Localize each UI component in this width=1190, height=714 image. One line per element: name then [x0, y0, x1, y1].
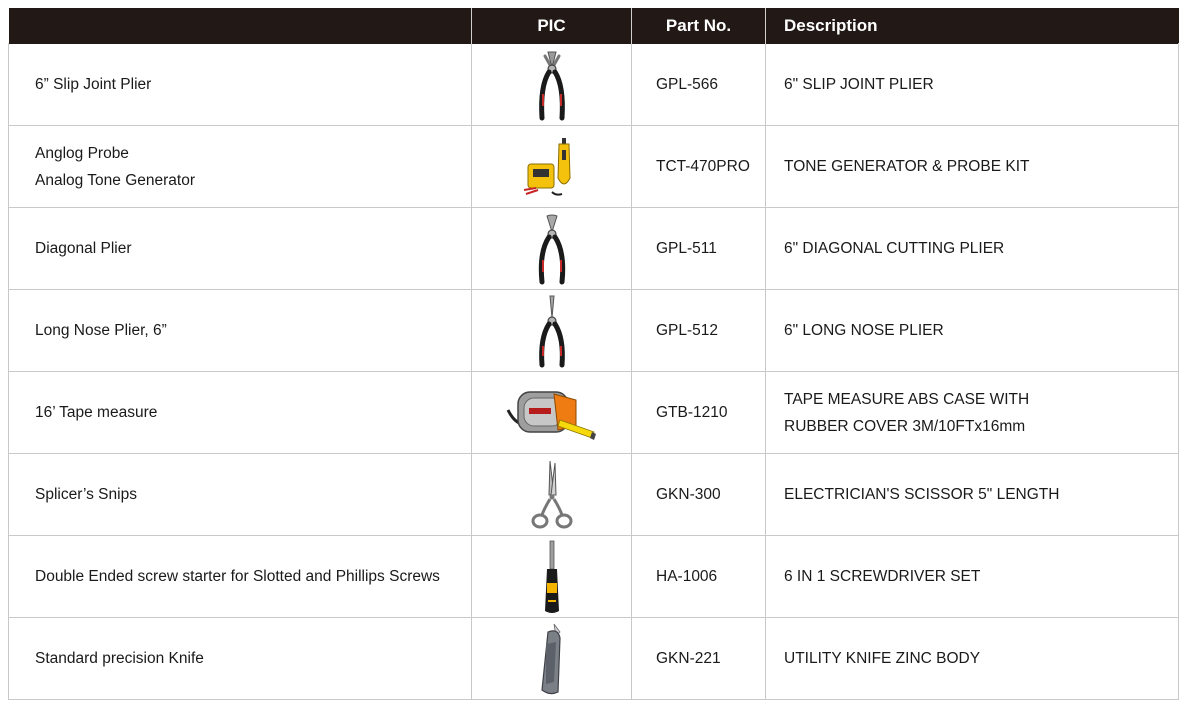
- item-pic-cell: [472, 44, 632, 126]
- header-item: [9, 8, 472, 44]
- part-number: GTB-1210: [632, 372, 766, 454]
- item-name-cell: [9, 208, 472, 290]
- item-name: Standard precision Knife: [35, 650, 204, 667]
- item-description-cell: [766, 208, 1179, 290]
- part-number: GPL-512: [632, 290, 766, 372]
- item-pic-cell: [472, 618, 632, 700]
- table-row: [9, 536, 1179, 618]
- tone-probe-kit-icon: [522, 134, 582, 200]
- utility-knife-icon: [534, 622, 570, 696]
- item-description-line-2: RUBBER COVER 3M/10FTx16mm: [784, 417, 1026, 435]
- slip-joint-plier-icon: [532, 48, 572, 122]
- item-name: Diagonal Plier: [35, 240, 132, 257]
- screwdriver-icon: [537, 539, 567, 615]
- table-row: [9, 618, 1179, 700]
- table-row: [9, 454, 1179, 536]
- part-number: GKN-300: [632, 454, 766, 536]
- header-row: [9, 8, 1179, 44]
- item-name-cell: [9, 290, 472, 372]
- header-part-no: Part No.: [632, 8, 766, 44]
- item-description-cell: [766, 44, 1179, 126]
- item-description: 6" SLIP JOINT PLIER: [784, 76, 934, 93]
- header-pic: PIC: [472, 8, 632, 44]
- tape-measure-icon: [504, 382, 600, 444]
- item-description: 6 IN 1 SCREWDRIVER SET: [784, 568, 981, 585]
- item-description: TAPE MEASURE ABS CASE WITH: [784, 390, 1030, 408]
- item-description-cell: [766, 126, 1179, 208]
- part-number: GKN-221: [632, 618, 766, 700]
- item-name-cell: [9, 126, 472, 208]
- item-description-cell: [766, 536, 1179, 618]
- item-name: Splicer’s Snips: [35, 486, 137, 503]
- part-number: GPL-511: [632, 208, 766, 290]
- item-name-cell: [9, 536, 472, 618]
- item-name-line-2: Analog Tone Generator: [35, 171, 195, 189]
- item-pic-cell: [472, 290, 632, 372]
- item-description-cell: [766, 618, 1179, 700]
- long-nose-plier-icon: [532, 294, 572, 368]
- item-description-cell: [766, 290, 1179, 372]
- item-name: 16’ Tape measure: [35, 404, 158, 421]
- table-row: [9, 208, 1179, 290]
- item-description: ELECTRICIAN'S SCISSOR 5" LENGTH: [784, 486, 1060, 503]
- part-number: TCT-470PRO: [632, 126, 766, 208]
- item-pic-cell: [472, 208, 632, 290]
- item-pic-cell: [472, 536, 632, 618]
- item-name-cell: [9, 618, 472, 700]
- item-pic-cell: [472, 372, 632, 454]
- item-pic-cell: [472, 126, 632, 208]
- table-row: [9, 372, 1179, 454]
- item-name-cell: [9, 372, 472, 454]
- item-description: UTILITY KNIFE ZINC BODY: [784, 650, 981, 667]
- item-description-cell: [766, 372, 1179, 454]
- item-name: 6” Slip Joint Plier: [35, 76, 152, 93]
- parts-table: [8, 8, 1179, 700]
- table-row: [9, 290, 1179, 372]
- diagonal-plier-icon: [532, 212, 572, 286]
- table-row: [9, 126, 1179, 208]
- item-description: TONE GENERATOR & PROBE KIT: [784, 158, 1030, 175]
- scissors-icon: [530, 459, 574, 531]
- header-description: Description: [766, 8, 1179, 44]
- item-pic-cell: [472, 454, 632, 536]
- table-row: [9, 44, 1179, 126]
- item-name-cell: [9, 44, 472, 126]
- part-number: GPL-566: [632, 44, 766, 126]
- table-header: [9, 8, 1179, 44]
- item-name: Double Ended screw starter for Slotted and Phillips Screws: [35, 568, 440, 585]
- part-number: HA-1006: [632, 536, 766, 618]
- item-description: 6" DIAGONAL CUTTING PLIER: [784, 240, 1005, 257]
- item-name-cell: [9, 454, 472, 536]
- item-name: Long Nose Plier, 6”: [35, 322, 167, 339]
- item-description: 6" LONG NOSE PLIER: [784, 322, 944, 339]
- item-description-cell: [766, 454, 1179, 536]
- item-name: Anglog Probe: [35, 144, 129, 162]
